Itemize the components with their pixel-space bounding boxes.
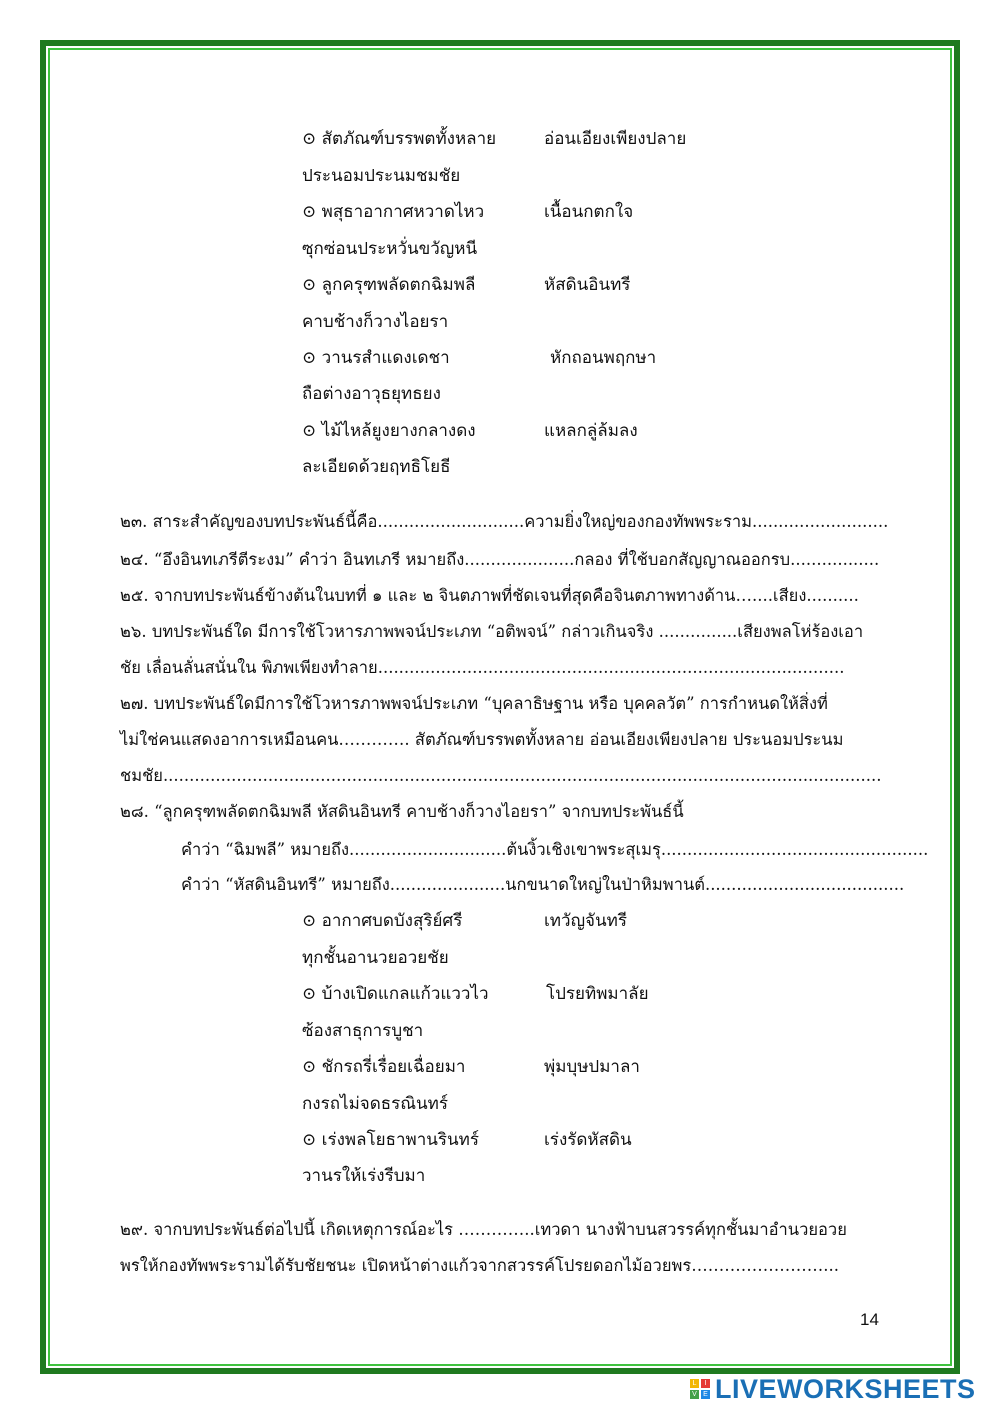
poem-line-second: เร่งรัดหัสดิน — [544, 1130, 632, 1150]
poem-line-third: ซ้องสาธุการบูชา — [302, 1021, 424, 1041]
poem-line-third: ประนอมประนมชมชัย — [302, 166, 461, 186]
poem-line-first: ⊙ เร่งพลโยธาพานรินทร์ — [302, 1130, 479, 1150]
poem-line-third: คาบช้างก็วางไอยรา — [302, 312, 449, 332]
poem-line-third: ละเอียดด้วยฤทธิโยธี — [302, 457, 451, 477]
question-27-line-3: ชมชัย......................................................................................................................................... — [120, 766, 882, 785]
poem-line-first: ⊙ วานรสำแดงเดชา — [302, 348, 450, 368]
poem-line-second: โปรยทิพมาลัย — [546, 984, 649, 1004]
poem-line-first: ⊙ สัตภัณฑ์บรรพตทั้งหลาย — [302, 129, 497, 149]
poem-line-first: ⊙ อากาศบดบังสุริย์ศรี — [302, 911, 463, 931]
poem-line-first: ⊙ ชักรถรี่เรื่อยเฉื่อยมา — [302, 1057, 466, 1077]
poem-line-third: ทุกชั้นอานวยอวยชัย — [302, 948, 449, 968]
poem-line-first: ⊙ พสุธาอากาศหวาดไหว — [302, 202, 485, 222]
poem-line-third: ถือต่างอาวุธยุทธยง — [302, 384, 441, 404]
question-27-line-1: ๒๗. บทประพันธ์ใดมีการใช้โวหารภาพพจน์ประเภท “บุคลาธิษฐาน หรือ บุคคลวัต” การกำหนดให้สิ่งที่ — [120, 694, 828, 713]
question-27-line-2: ไม่ใช่คนแสดงอาการเหมือนคน…………. สัตภัณฑ์บรรพตทั้งหลาย อ่อนเอียงเพียงปลาย ประนอมประนม — [120, 730, 844, 749]
question-26-line-1: ๒๖. บทประพันธ์ใด มีการใช้โวหารภาพพจน์ประเภท “อติพจน์” กล่าวเกินจริง ...............เสียงพลโห่ร้องเอา — [120, 622, 864, 641]
poem-line-first: ⊙ บ้างเปิดแกลแก้วแววไว — [302, 984, 489, 1004]
poem-line-second: เนื้อนกตกใจ — [544, 202, 634, 222]
poem-line-second: พุ่มบุษปมาลา — [544, 1057, 640, 1077]
poem-line-second: อ่อนเอียงเพียงปลาย — [544, 129, 687, 149]
poem-line-third: วานรให้เร่งรีบมา — [302, 1166, 426, 1186]
question-29-line-2: พรให้กองทัพพระรามได้รับชัยชนะ เปิดหน้าต่างแก้วจากสวรรค์โปรยดอกไม้อวยพร……………………... — [120, 1256, 839, 1275]
question-28-sub-a: คำว่า “ฉิมพลี” หมายถึง..............................ต้นงิ้วเชิงเขาพระสุเมรุ................................................... — [181, 840, 929, 859]
logo-icon: L I V E — [690, 1379, 710, 1399]
brand-name: LIVEWORKSHEETS — [715, 1373, 976, 1404]
question-24: ๒๔. “อึงอินทเภรีตีระงม” คำว่า อินทเภรี หมายถึง.....................กลอง ที่ใช้บอกสัญญาณออกรบ................. — [120, 550, 880, 569]
question-29-line-1: ๒๙. จากบทประพันธ์ต่อไปนี้ เกิดเหตุการณ์อะไร …………..เทวดา นางฟ้าบนสวรรค์ทุกชั้นมาอำนวยอวย — [120, 1220, 847, 1239]
question-28: ๒๘. “ลูกครุฑพลัดตกฉิมพลี หัสดินอินทรี คาบช้างก็วางไอยรา” จากบทประพันธ์นี้ — [120, 802, 684, 821]
poem-line-second: หัสดินอินทรี — [544, 275, 631, 295]
question-25: ๒๕. จากบทประพันธ์ข้างต้นในบทที่ ๑ และ ๒ จินตภาพที่ชัดเจนที่สุดคือจินตภาพทางด้าน…....เสียง.......... — [120, 586, 859, 605]
poem-line-third: กงรถไม่จดธรณินทร์ — [302, 1094, 449, 1114]
question-23: ๒๓. สาระสำคัญของบทประพันธ์นี้คือ............................ความยิ่งใหญ่ของกองทัพพระราม.......................... — [120, 512, 889, 531]
liveworksheets-logo[interactable] — [690, 1374, 976, 1404]
poem-line-first: ⊙ ลูกครุฑพลัดตกฉิมพลี — [302, 275, 476, 295]
poem-line-third: ซุกซ่อนประหวั่นขวัญหนี — [302, 239, 478, 259]
poem-line-first: ⊙ ไม้ไหล้ยูงยางกลางดง — [302, 421, 476, 441]
poem-line-second: แหลกลู่ล้มลง — [544, 421, 638, 441]
poem-line-second: หักถอนพฤกษา — [550, 348, 657, 368]
poem-line-second: เทวัญจันทรี — [544, 911, 627, 931]
question-26-line-2: ชัย เลื่อนลั่นสนั่นใน พิภพเพียงทำลาย......................................................................................... — [120, 658, 845, 677]
question-28-sub-b: คำว่า “หัสดินอินทรี” หมายถึง......................นกขนาดใหญ่ในป่าหิมพานต์...................................... — [181, 875, 905, 894]
page-number: 14 — [860, 1310, 879, 1329]
